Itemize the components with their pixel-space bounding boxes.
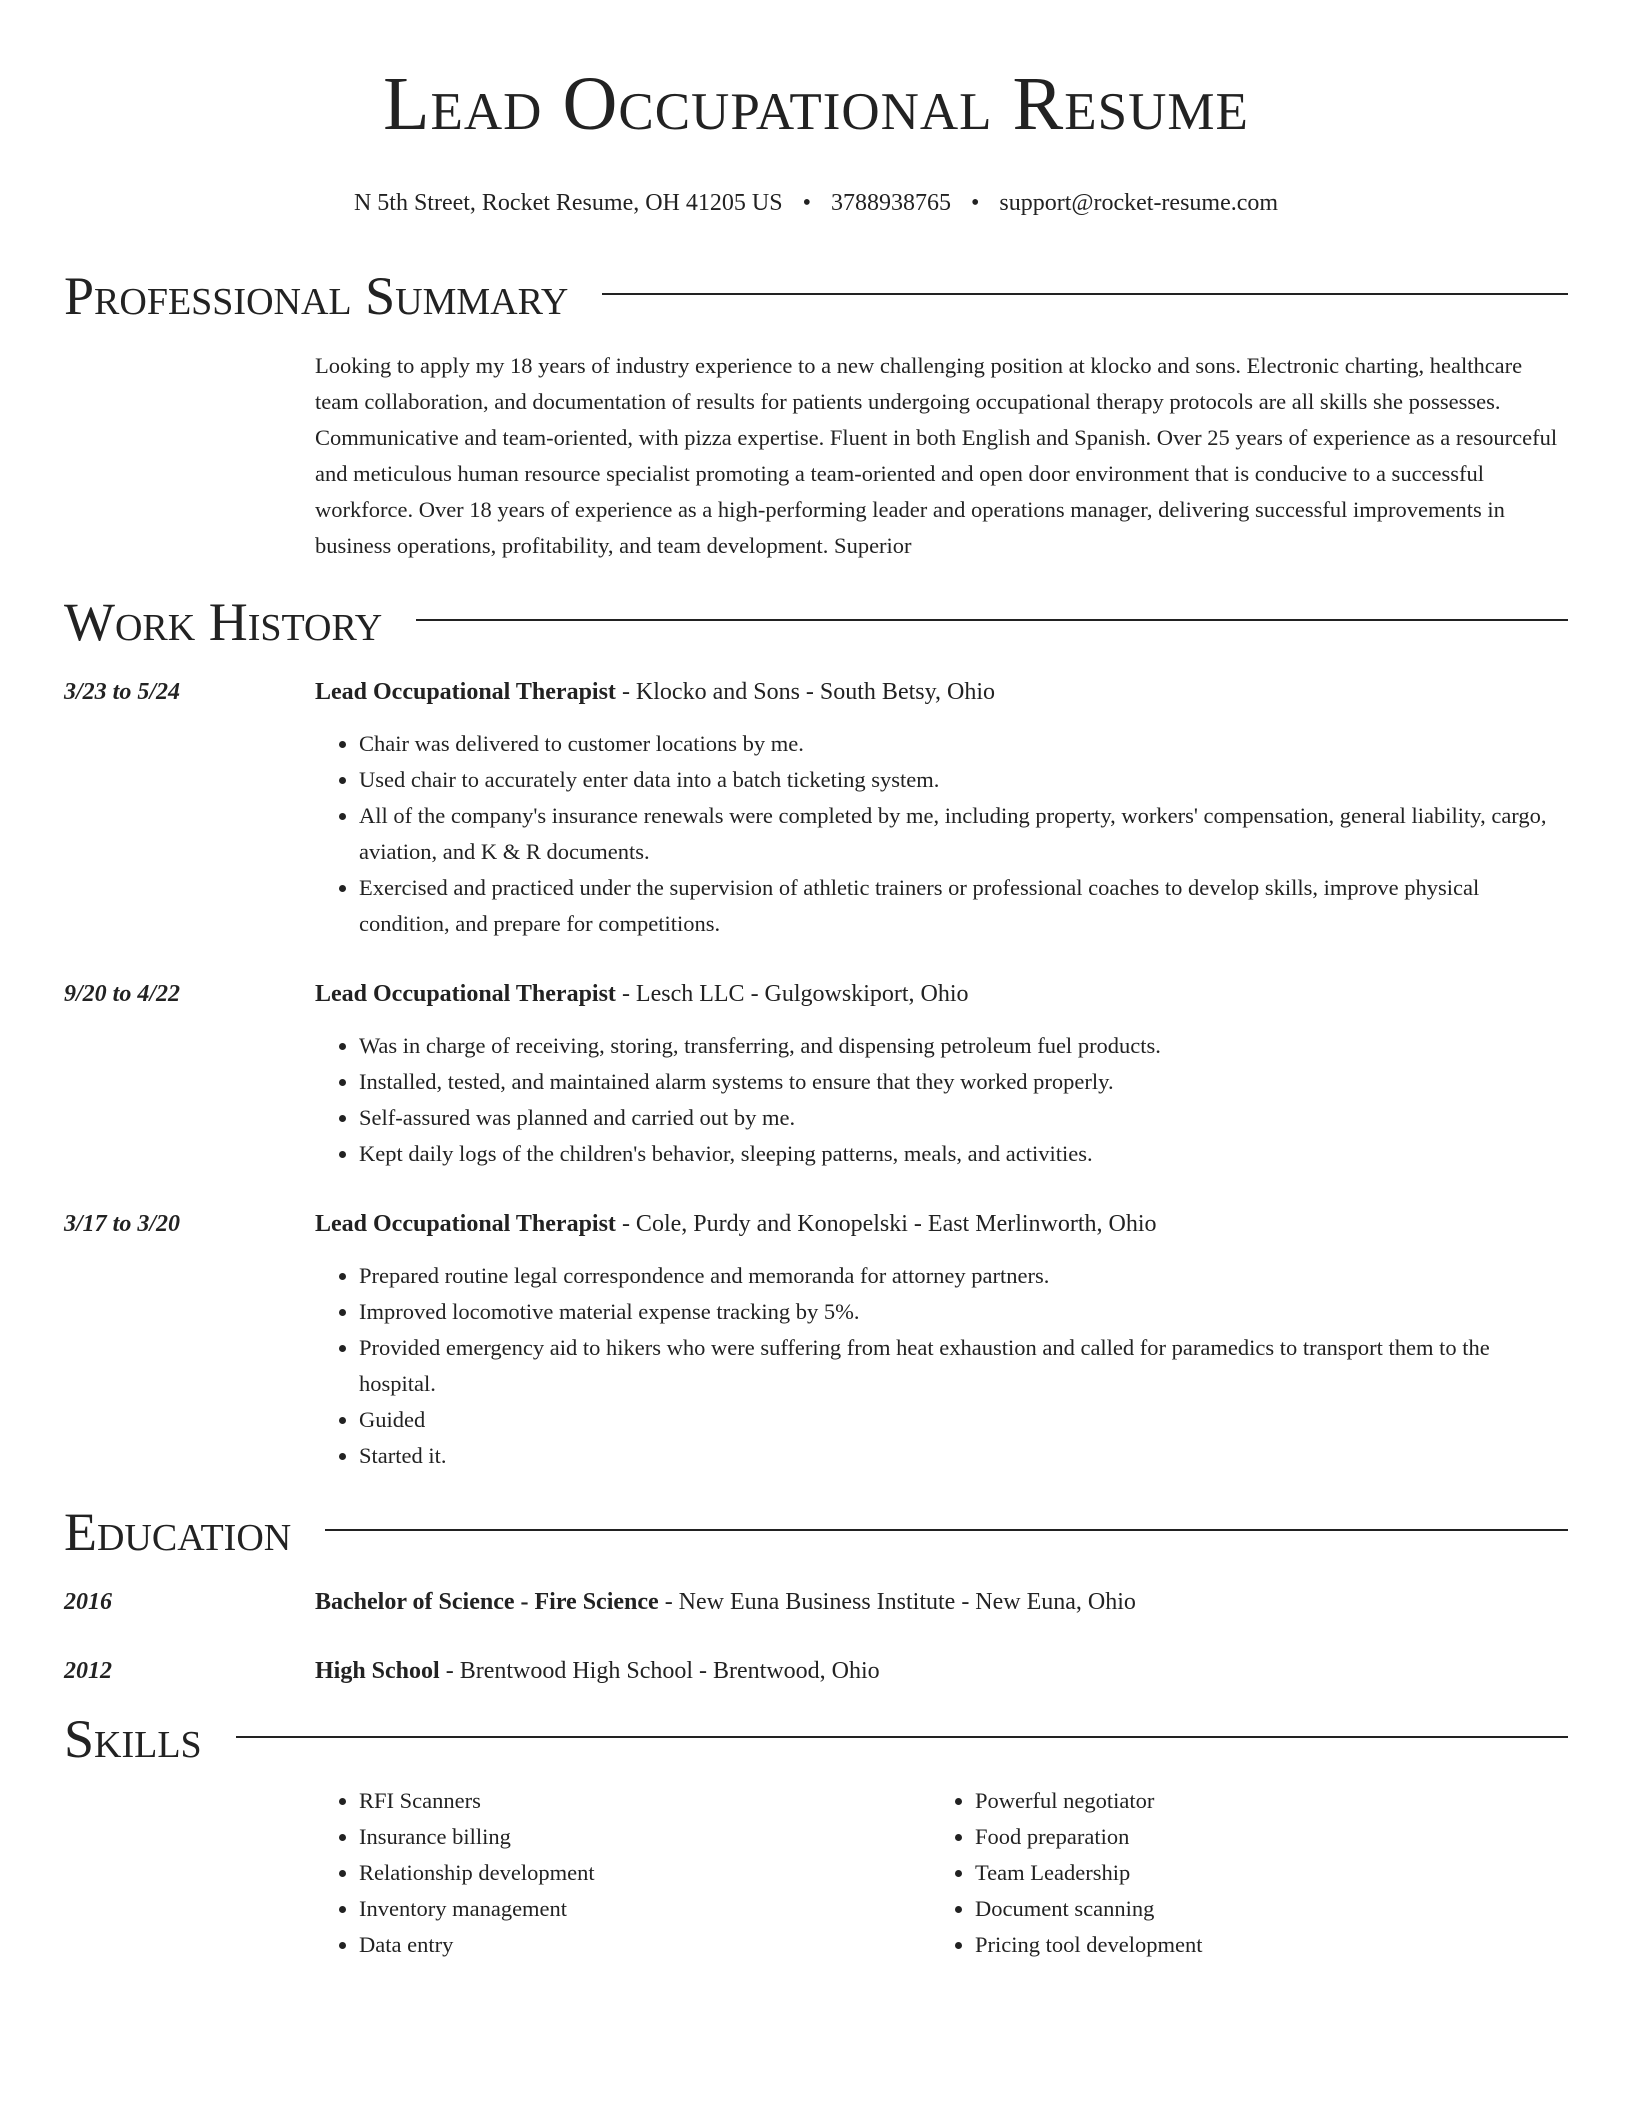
separator: • — [802, 190, 811, 216]
degree: Bachelor of Science - Fire Science — [315, 1589, 659, 1615]
section-divider — [236, 1736, 1568, 1738]
separator: • — [970, 190, 980, 216]
role-line — [315, 674, 1568, 710]
work-entry — [64, 674, 1568, 942]
degree: High School — [315, 1658, 440, 1684]
list-item: • Guided — [359, 1402, 1568, 1438]
job-title: Lead Occupational Therapist — [315, 981, 616, 1007]
work-dates: 3/23 to 5/24 — [64, 679, 181, 705]
work-dates: 9/20 to 4/22 — [64, 981, 181, 1007]
education-entry — [64, 1584, 1568, 1620]
work-entry — [64, 976, 1568, 1172]
skills-list — [315, 1783, 1568, 1963]
section-divider — [602, 293, 1568, 295]
job-title: Lead Occupational Therapist — [315, 679, 616, 705]
skill-item: • Insurance billing — [359, 1819, 931, 1855]
work-bullets — [315, 1028, 1568, 1172]
summary-text: Looking to apply my 18 years of industry experience to a new challenging position at klocko and sons. Electronic charting, healthcare team collaboration, and documentation of results for patients undergoing occupational therapy protocols are all skills she possesses. Communicative and team-oriented, with pizza expertise. Fluent in both English and Spanish. Over 25 years of experience as a resourceful and meticulous human resource specialist promoting a team-oriented and open door environment that is conducive to a successful workforce. Over 18 years of experience as a high-performing leader and operations manager, delivering successful improvements in business operations, profitability, and team development. Superior — [315, 353, 1558, 558]
section-divider — [416, 619, 1568, 621]
list-item: • Installed, tested, and maintained alarm systems to ensure that they worked properly. — [359, 1064, 1568, 1100]
list-item: • All of the company's insurance renewals were completed by me, including property, workers' compensation, general liability, cargo, aviation, and K & R documents. — [359, 798, 1568, 870]
list-item: • Provided emergency aid to hikers who were suffering from heat exhaustion and called for paramedics to transport them to the hospital. — [359, 1330, 1568, 1402]
education-heading: Education — [64, 1502, 292, 1562]
employer-details: - Cole, Purdy and Konopelski - East Merlinworth, Ohio — [615, 1211, 1157, 1237]
education-entry-body — [315, 1653, 1568, 1689]
work-bullets — [315, 726, 1568, 942]
summary-section-header — [64, 264, 1568, 328]
employer-details: - Lesch LLC - Gulgowskiport, Ohio — [615, 981, 969, 1007]
list-item: • Started it. — [359, 1438, 1568, 1474]
skills-list-left — [315, 1783, 931, 1963]
education-year: 2012 — [64, 1658, 112, 1684]
skills-column-right — [931, 1783, 1547, 1963]
work-entry — [64, 1206, 1568, 1474]
education-entry — [64, 1653, 1568, 1689]
work-entry-body — [315, 976, 1568, 1172]
email: support@rocket-resume.com — [999, 190, 1279, 216]
skill-item: • Inventory management — [359, 1891, 931, 1927]
skill-item: • Document scanning — [975, 1891, 1547, 1927]
degree-line — [315, 1584, 1568, 1620]
list-item: • Improved locomotive material expense tracking by 5%. — [359, 1294, 1568, 1330]
skill-item: • Team Leadership — [975, 1855, 1547, 1891]
education-section-header — [64, 1500, 1568, 1564]
phone: 3788938765 — [830, 190, 951, 216]
skills-section-header — [64, 1707, 1568, 1771]
list-item: • Self-assured was planned and carried out by me. — [359, 1100, 1568, 1136]
work-dates: 3/17 to 3/20 — [64, 1211, 181, 1237]
skill-item: • RFI Scanners — [359, 1783, 931, 1819]
school-details: - New Euna Business Institute - New Euna, Ohio — [658, 1589, 1136, 1615]
skill-item: • Pricing tool development — [975, 1927, 1547, 1963]
resume-title: Lead Occupational Resume — [383, 62, 1249, 146]
work-heading: Work History — [64, 592, 383, 652]
school-details: - Brentwood High School - Brentwood, Ohio — [439, 1658, 880, 1684]
summary-heading: Professional Summary — [64, 266, 569, 326]
skills-column-left — [315, 1783, 931, 1963]
list-item: • Used chair to accurately enter data into a batch ticketing system. — [359, 762, 1568, 798]
employer-details: - Klocko and Sons - South Betsy, Ohio — [615, 679, 996, 705]
list-item: • Exercised and practiced under the supervision of athletic trainers or professional coaches to develop skills, improve physical condition, and prepare for competitions. — [359, 870, 1568, 942]
list-item: • Kept daily logs of the children's behavior, sleeping patterns, meals, and activities. — [359, 1136, 1568, 1172]
role-line — [315, 1206, 1568, 1242]
skill-item: • Relationship development — [359, 1855, 931, 1891]
work-bullets — [315, 1258, 1568, 1474]
skills-list-right — [931, 1783, 1547, 1963]
list-item: • Prepared routine legal correspondence and memoranda for attorney partners. — [359, 1258, 1568, 1294]
address: N 5th Street, Rocket Resume, OH 41205 US — [353, 190, 783, 216]
skill-item: • Data entry — [359, 1927, 931, 1963]
skill-item: • Powerful negotiator — [975, 1783, 1547, 1819]
job-title: Lead Occupational Therapist — [315, 1211, 616, 1237]
work-entry-body — [315, 1206, 1568, 1474]
degree-line — [315, 1653, 1568, 1689]
education-year: 2016 — [64, 1589, 112, 1615]
list-item: • Was in charge of receiving, storing, transferring, and dispensing petroleum fuel products. — [359, 1028, 1568, 1064]
work-entry-body — [315, 674, 1568, 942]
role-line — [315, 976, 1568, 1012]
skills-heading: Skills — [64, 1709, 202, 1769]
list-item: • Chair was delivered to customer locations by me. — [359, 726, 1568, 762]
contact-line — [64, 188, 1568, 218]
work-section-header — [64, 590, 1568, 654]
skill-item: • Food preparation — [975, 1819, 1547, 1855]
education-entry-body — [315, 1584, 1568, 1620]
section-divider — [325, 1529, 1568, 1531]
